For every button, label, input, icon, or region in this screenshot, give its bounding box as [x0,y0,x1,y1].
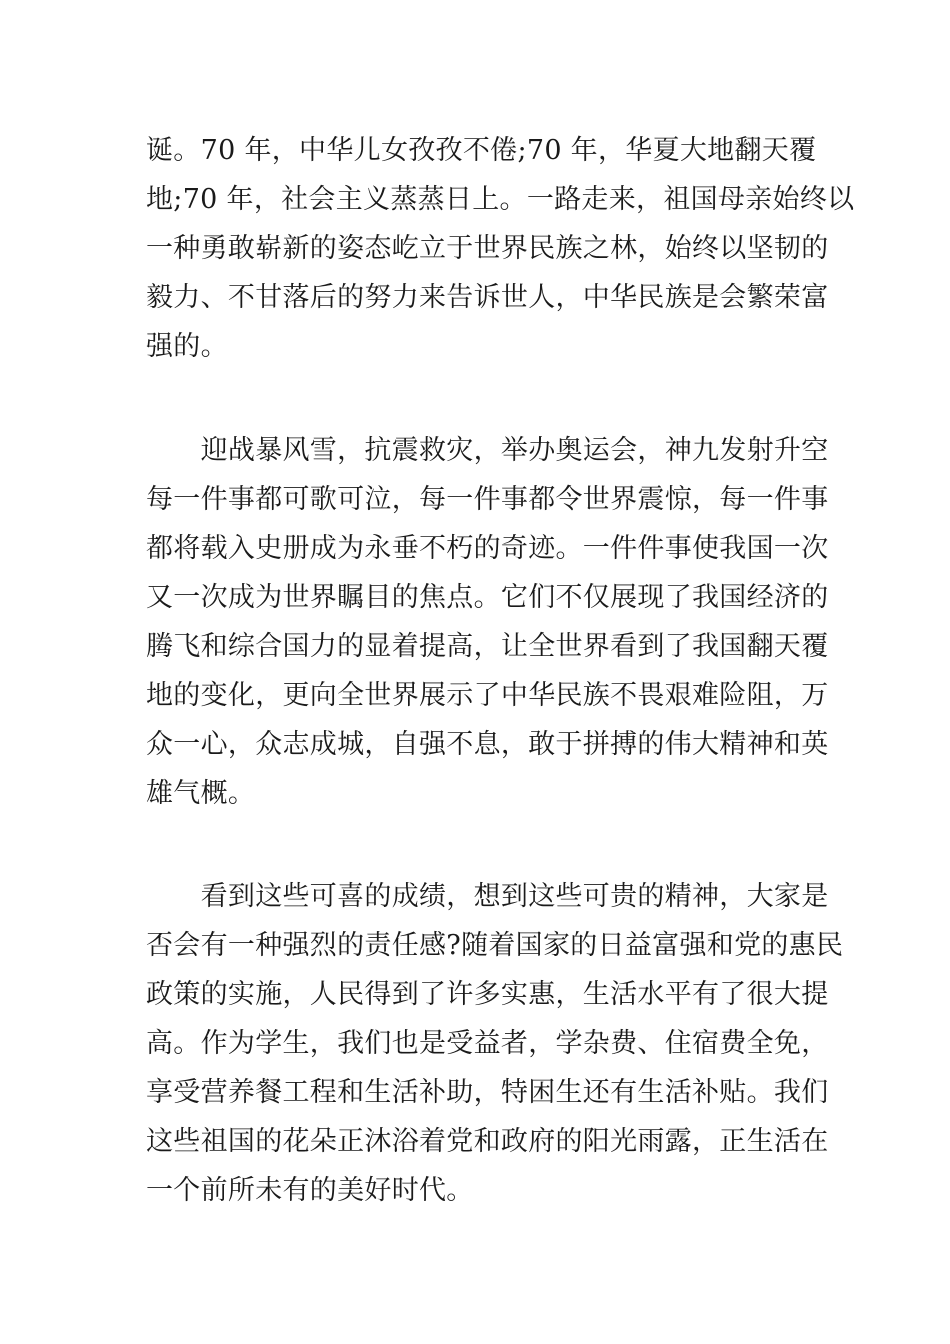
text-line: 都将载入史册成为永垂不朽的奇迹。一件件事使我国一次 [146,533,829,564]
text-line: 每一件事都可歌可泣，每一件事都令世界震惊，每一件事 [146,484,829,515]
text-line: 地的变化，更向全世界展示了中华民族不畏艰难险阻，万 [146,680,829,711]
text-line: 高。作为学生，我们也是受益者，学杂费、住宿费全免， [146,1028,829,1059]
paragraph-3 [146,872,844,1215]
text-line: 迎战暴风雪，抗震救灾，举办奥运会，神九发射升空 [146,435,829,466]
text-line: 否会有一种强烈的责任感?随着国家的日益富强和党的惠民 [146,930,844,961]
text-line: 雄气概。 [146,778,256,809]
text-line: 又一次成为世界瞩目的焦点。它们不仅展现了我国经济的 [146,582,829,613]
text-line: 政策的实施，人民得到了许多实惠，生活水平有了很大提 [146,979,829,1010]
text-line: 看到这些可喜的成绩，想到这些可贵的精神，大家是 [146,881,829,912]
paragraph-1 [146,126,855,371]
text-line: 众一心，众志成城，自强不息，敢于拼搏的伟大精神和英 [146,729,829,760]
text-line: 腾飞和综合国力的显着提高，让全世界看到了我国翻天覆 [146,631,829,662]
text-line: 享受营养餐工程和生活补助，特困生还有生活补贴。我们 [146,1077,829,1108]
text-line: 毅力、不甘落后的努力来告诉世人，中华民族是会繁荣富 [146,282,829,313]
text-line: 这些祖国的花朵正沐浴着党和政府的阳光雨露，正生活在 [146,1126,829,1157]
text-line: 一种勇敢崭新的姿态屹立于世界民族之林，始终以坚韧的 [146,233,829,264]
text-line: 强的。 [146,331,228,362]
text-line: 一个前所未有的美好时代。 [146,1175,474,1206]
text-line: 诞。70 年，中华儿女孜孜不倦;70 年，华夏大地翻天覆 [146,135,817,166]
text-line: 地;70 年，社会主义蒸蒸日上。一路走来，祖国母亲始终以 [146,184,855,215]
paragraph-2 [146,426,829,818]
